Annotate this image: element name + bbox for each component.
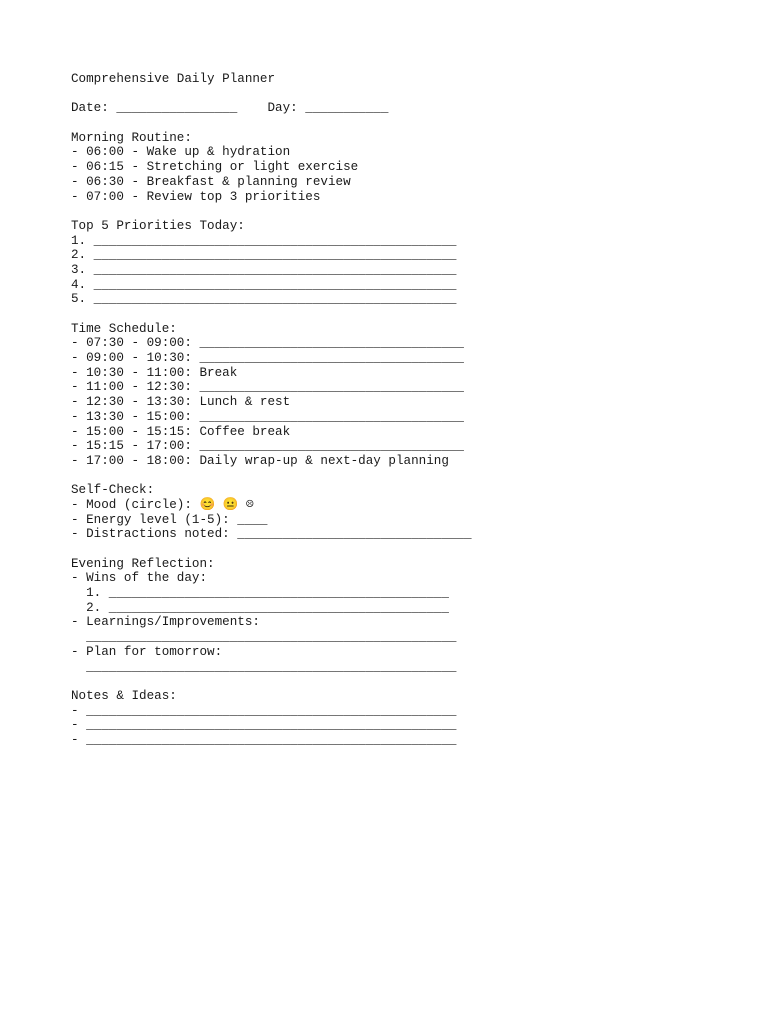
section-heading: Evening Reflection: [71, 556, 215, 571]
list-item: 2. _____________________________________________ [71, 600, 449, 615]
distractions-line: - Distractions noted: _______________________________ [71, 527, 472, 542]
spacer [71, 542, 472, 557]
notes-section [71, 689, 472, 748]
list-item: - 06:00 - Wake up & hydration [71, 145, 291, 160]
page-title: Comprehensive Daily Planner [71, 72, 276, 86]
list-item: _________________________________________________ [71, 659, 457, 674]
spacer [71, 204, 472, 219]
schedule-slot: - 15:00 - 15:15: Coffee break [71, 424, 291, 439]
priority-line: 5. ________________________________________________ [71, 292, 457, 307]
self-check-section [71, 483, 472, 542]
priority-line: 1. ________________________________________________ [71, 233, 457, 248]
schedule-slot: - 15:15 - 17:00: ___________________________________ [71, 439, 464, 454]
energy-line: - Energy level (1-5): ____ [71, 512, 268, 527]
spacer [71, 674, 472, 689]
planner-document [71, 72, 472, 748]
list-item: - 07:00 - Review top 3 priorities [71, 189, 321, 204]
section-heading: Time Schedule: [71, 321, 177, 336]
schedule-slot: - 07:30 - 09:00: ___________________________________ [71, 336, 464, 351]
spacer [71, 307, 472, 322]
schedule-slot: - 13:30 - 15:00: ___________________________________ [71, 409, 464, 424]
list-item: - Learnings/Improvements: [71, 615, 260, 630]
list-item: - Wins of the day: [71, 571, 208, 586]
spacer [71, 87, 472, 102]
schedule-slot: - 10:30 - 11:00: Break [71, 365, 238, 380]
mood-line: - Mood (circle): 😊 😐 ☹ [71, 497, 254, 512]
spacer [71, 469, 472, 484]
note-line: - _________________________________________________ [71, 732, 457, 747]
list-item: - Plan for tomorrow: [71, 644, 223, 659]
time-schedule-section [71, 322, 472, 469]
priority-line: 3. ________________________________________________ [71, 262, 457, 277]
priority-line: 4. ________________________________________________ [71, 277, 457, 292]
list-item: 1. _____________________________________________ [71, 586, 449, 601]
schedule-slot: - 17:00 - 18:00: Daily wrap-up & next-day planning [71, 453, 449, 468]
section-heading: Self-Check: [71, 483, 155, 498]
note-line: - _________________________________________________ [71, 703, 457, 718]
priorities-section [71, 219, 472, 307]
evening-reflection-section [71, 557, 472, 675]
list-item: - 06:30 - Breakfast & planning review [71, 174, 351, 189]
section-heading: Top 5 Priorities Today: [71, 218, 245, 233]
date-day-line: Date: ________________ Day: ___________ [71, 101, 389, 116]
priority-line: 2. ________________________________________________ [71, 248, 457, 263]
morning-routine-section [71, 131, 472, 204]
schedule-slot: - 11:00 - 12:30: ___________________________________ [71, 380, 464, 395]
schedule-slot: - 09:00 - 10:30: ___________________________________ [71, 351, 464, 366]
section-heading: Morning Routine: [71, 130, 192, 145]
list-item: - 06:15 - Stretching or light exercise [71, 160, 359, 175]
schedule-slot: - 12:30 - 13:30: Lunch & rest [71, 395, 291, 410]
note-line: - _________________________________________________ [71, 718, 457, 733]
spacer [71, 116, 472, 131]
list-item: _________________________________________________ [71, 630, 457, 645]
section-heading: Notes & Ideas: [71, 688, 177, 703]
